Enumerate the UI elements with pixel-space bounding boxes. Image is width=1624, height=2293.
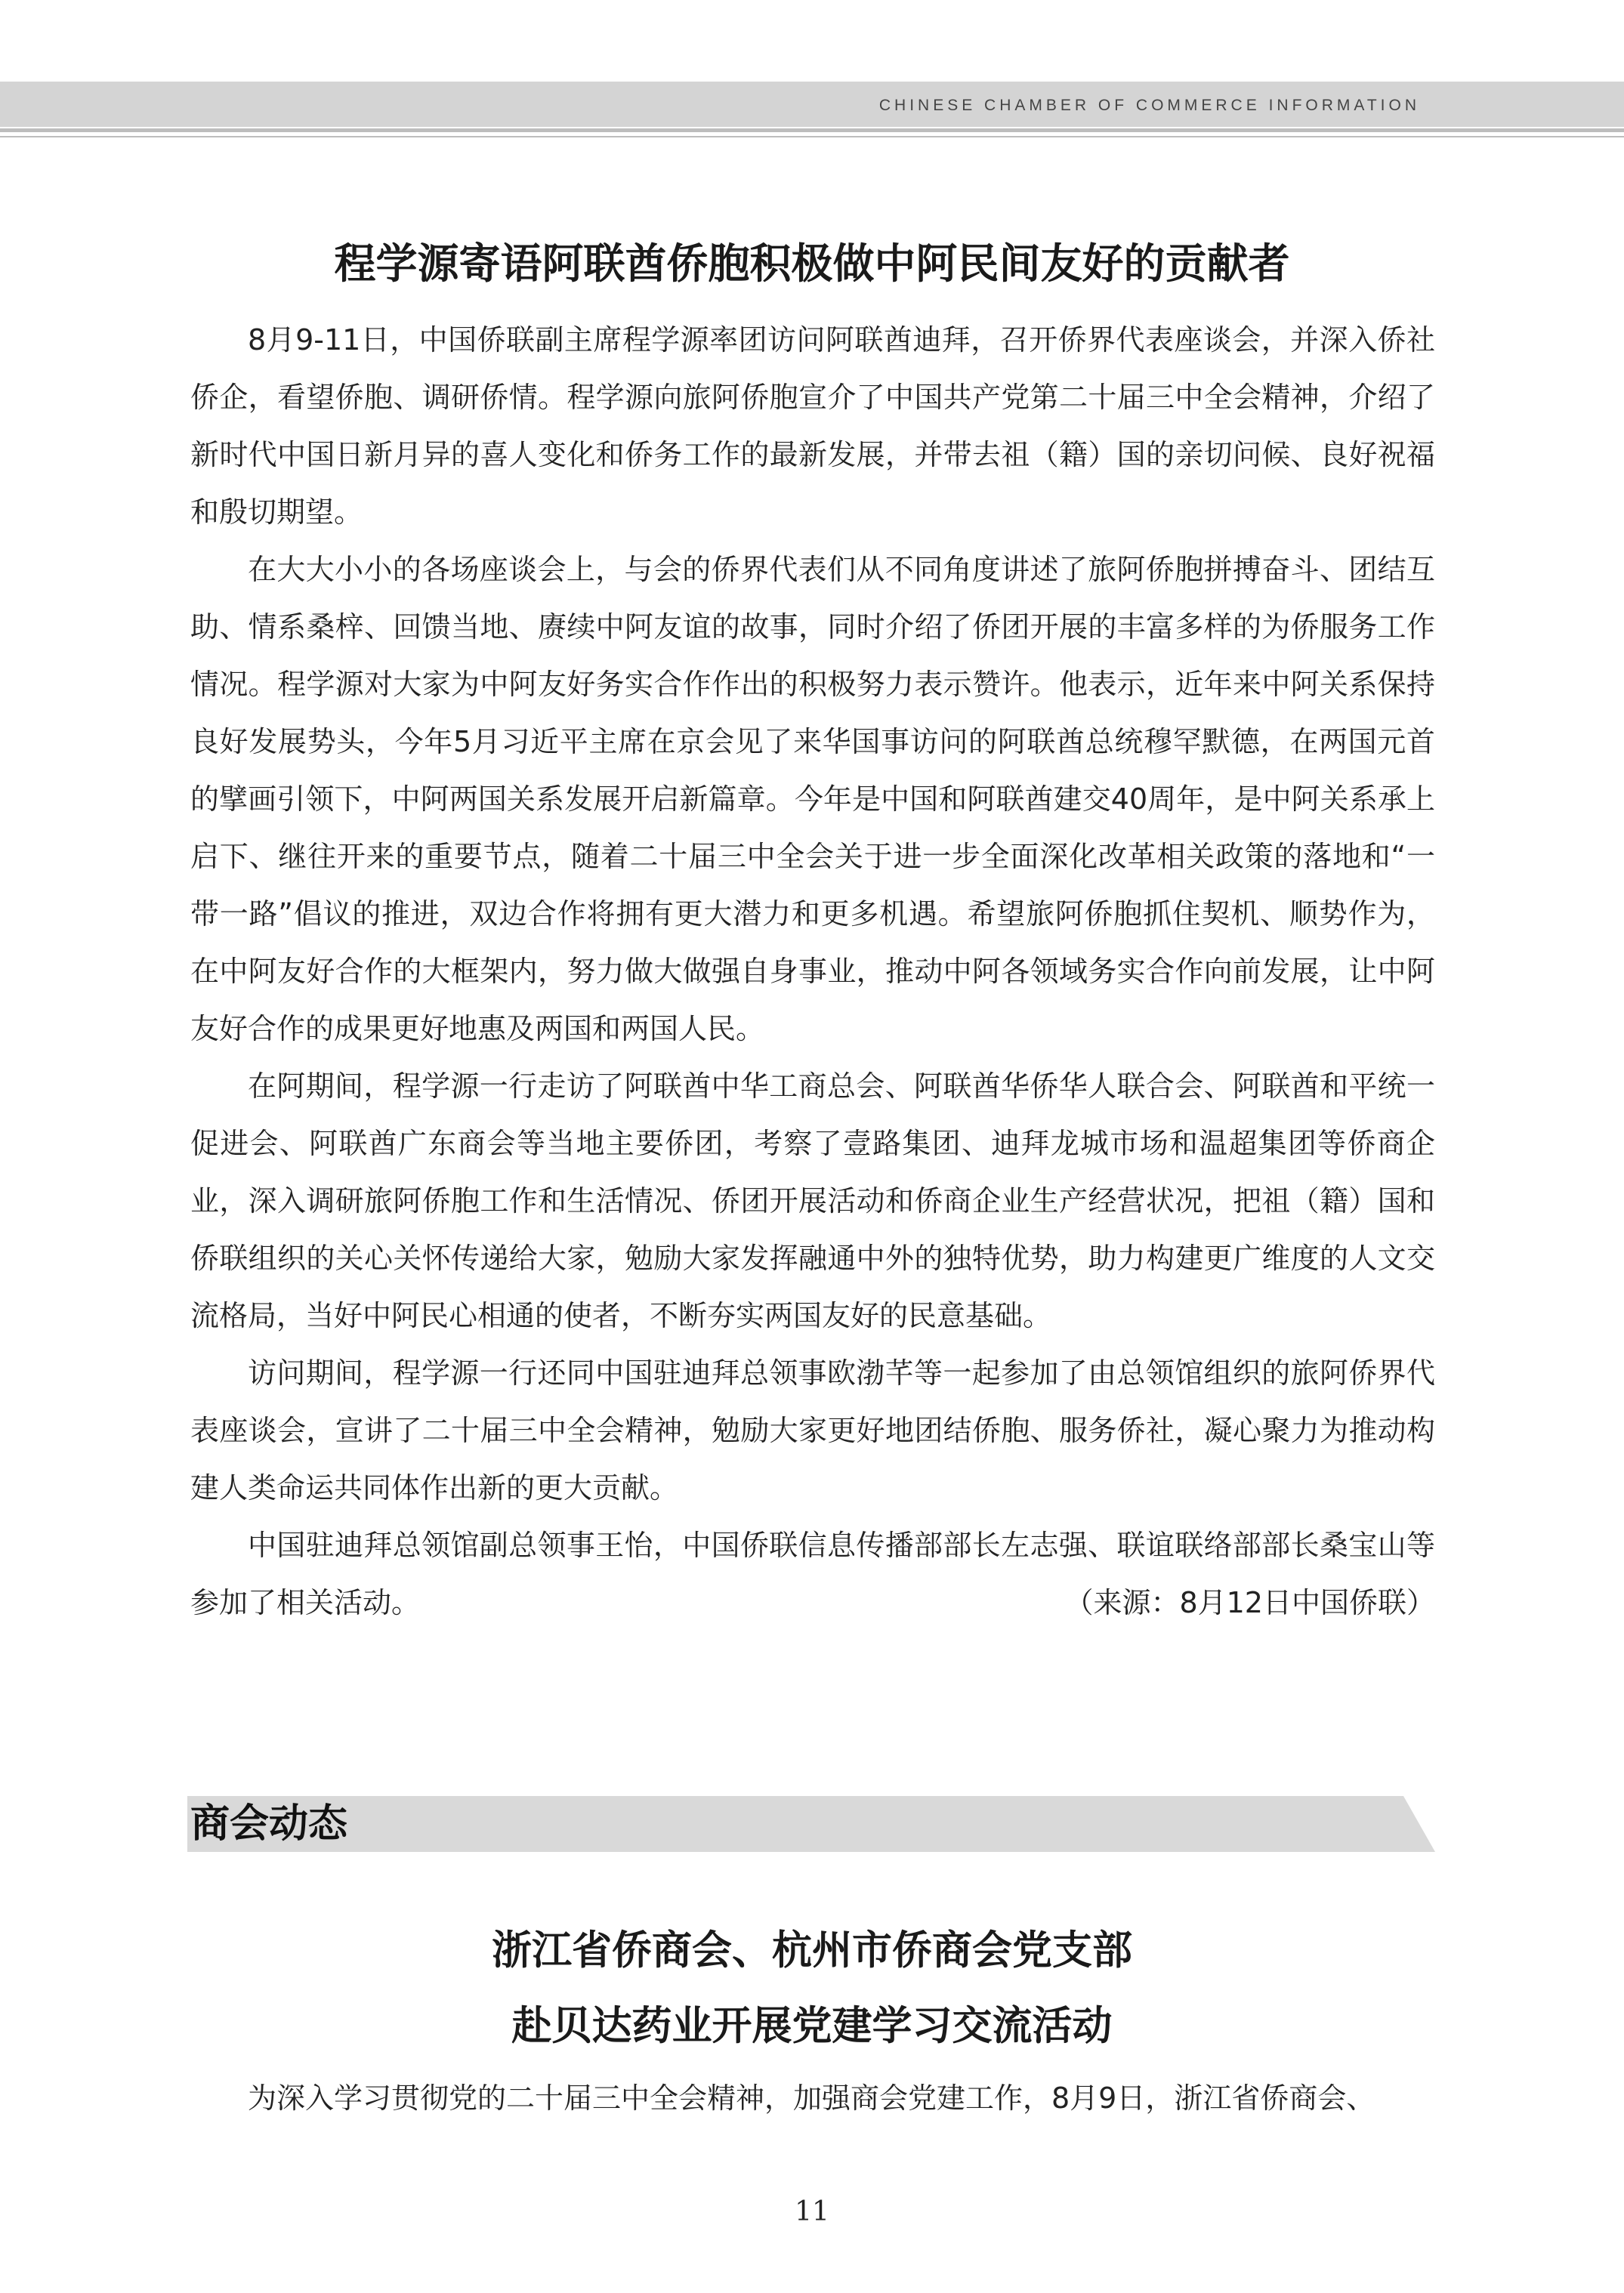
paragraph: 中国驻迪拜总领馆副总领事王怡，中国侨联信息传播部部长左志强、联谊联络部部长桑宝山等参加了相关活动。 (190, 1529, 1435, 1619)
paragraph: 在阿期间，程学源一行走访了阿联酋中华工商总会、阿联酋华侨华人联合会、阿联酋和平统一促进会、阿联酋广东商会等当地主要侨团，考察了壹路集团、迪拜龙城市场和温超集团等侨商企业，深入调研旅阿侨胞工作和生活情况、侨团开展活动和侨商企业生产经营状况，把祖（籍）国和侨联组织的关心关怀传递给大家，勉励大家发挥融通中外的独特优势，助力构建更广维度的人文交流格局，当好中阿民心相通的使者，不断夯实两国友好的民意基础。 (190, 1069, 1435, 1332)
paragraph: 为深入学习贯彻党的二十届三中全会精神，加强商会党建工作，8月9日，浙江省侨商会、 (248, 2082, 1375, 2115)
article-body (190, 311, 1435, 1631)
article2-title-line2: 赴贝达药业开展党建学习交流活动 (511, 2003, 1113, 2049)
running-header: CHINESE CHAMBER OF COMMERCE INFORMATION (878, 97, 1420, 114)
header-rule (0, 128, 1624, 132)
paragraph: 在大大小小的各场座谈会上，与会的侨界代表们从不同角度讲述了旅阿侨胞拼搏奋斗、团结互助、情系桑梓、回馈当地、赓续中阿友谊的故事，同时介绍了侨团开展的丰富多样的为侨服务工作情况。程学源对大家为中阿友好务实合作作出的积极努力表示赞许。他表示，近年来中阿关系保持良好发展势头，今年5月习近平主席在京会见了来华国事访问的阿联酋总统穆罕默德，在两国元首的擘画引领下，中阿两国关系发展开启新篇章。今年是中国和阿联酋建交40周年，是中阿关系承上启下、继往开来的重要节点，随着二十届三中全会关于进一步全面深化改革相关政策的落地和“一带一路”倡议的推进，双边合作将拥有更大潜力和更多机遇。希望旅阿侨胞抓住契机、顺势作为，在中阿友好合作的大框架内，努力做大做强自身事业，推动中阿各领域务实合作向前发展，让中阿友好合作的成果更好地惠及两国和两国人民。 (190, 553, 1435, 1045)
article2-title-line1: 浙江省侨商会、杭州市侨商会党支部 (492, 1927, 1132, 1974)
source-credit: （来源：8月12日中国侨联） (1064, 1586, 1435, 1619)
header-rule-thin (0, 136, 1624, 137)
page-number: 11 (795, 2196, 829, 2227)
section-title: 商会动态 (190, 1801, 348, 1847)
paragraph: 访问期间，程学源一行还同中国驻迪拜总领事欧渤芊等一起参加了由总领馆组织的旅阿侨界代表座谈会，宣讲了二十届三中全会精神，勉励大家更好地团结侨胞、服务侨社，凝心聚力为推动构建人类命运共同体作出新的更大贡献。 (190, 1356, 1435, 1504)
article-title: 程学源寄语阿联酋侨胞积极做中阿民间友好的贡献者 (334, 239, 1290, 288)
article2-body (190, 2069, 1435, 2127)
paragraph: 8月9-11日，中国侨联副主席程学源率团访问阿联酋迪拜，召开侨界代表座谈会，并深入侨社侨企，看望侨胞、调研侨情。程学源向旅阿侨胞宣介了中国共产党第二十届三中全会精神，介绍了新时代中国日新月异的喜人变化和侨务工作的最新发展，并带去祖（籍）国的亲切问候、良好祝福和殷切期望。 (190, 323, 1435, 529)
section-header-bar (187, 1796, 1435, 1852)
